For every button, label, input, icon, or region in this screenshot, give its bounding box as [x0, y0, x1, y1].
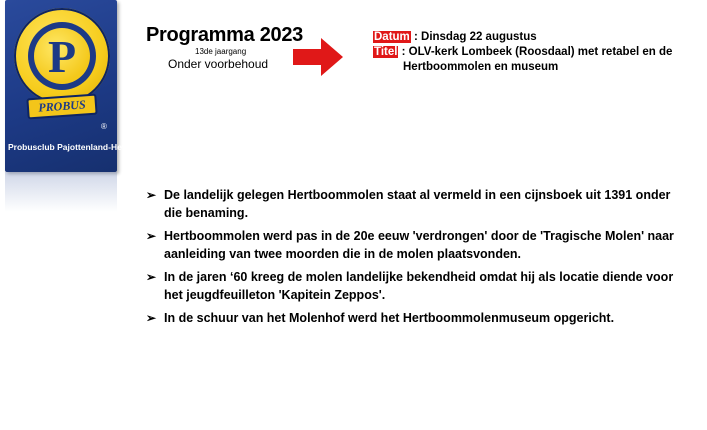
- logo-banner: PROBUS: [26, 94, 97, 120]
- titel-value-line2: Hertboommolen en museum: [403, 61, 559, 73]
- event-info: [373, 30, 672, 75]
- probus-logo: [5, 0, 137, 172]
- jaargang-label: 13de jaargang: [195, 47, 247, 56]
- datum-value: : Dinsdag 22 augustus: [413, 31, 537, 43]
- list-item: ➢ De landelijk gelegen Hertboommolen staat al vermeld in een cijnsboek uit 1391 onder die benaming.: [146, 188, 671, 220]
- bullet-arrow-icon: ➢: [146, 229, 157, 243]
- list-item: ➢ In de schuur van het Molenhof werd het Hertboommolenmuseum opgericht.: [146, 311, 615, 325]
- logo-reflection: [5, 172, 117, 212]
- page-title: Programma 2023: [146, 24, 304, 46]
- list-item: ➢ Hertboommolen werd pas in de 20e eeuw 'verdrongen' door de 'Tragische Molen' naar aanleiding van twee moorden die in de molen plaatsvonden.: [146, 229, 674, 261]
- registered-mark: ®: [101, 122, 107, 131]
- right-arrow-icon: [293, 38, 343, 76]
- bullet-arrow-icon: ➢: [146, 270, 157, 284]
- bullet-arrow-icon: ➢: [146, 311, 157, 325]
- titel-label: Titel: [374, 46, 398, 58]
- club-name: Probusclub Pajottenland-Heyde: [8, 142, 137, 152]
- logo-letter: P: [47, 31, 77, 82]
- logo-ring: [14, 8, 110, 104]
- subtitle: Onder voorbehoud: [168, 57, 269, 71]
- datum-label: Datum: [374, 31, 410, 43]
- bullet-list: [146, 186, 686, 332]
- titel-value-line1: : OLV-kerk Lombeek (Roosdaal) met retabel en de: [401, 46, 673, 58]
- list-item: ➢ In de jaren ‘60 kreeg de molen landelijke bekendheid omdat hij als locatie diende voor het jeugdfeuilleton 'Kapitein Zeppos'.: [146, 270, 674, 302]
- bullet-arrow-icon: ➢: [146, 188, 157, 202]
